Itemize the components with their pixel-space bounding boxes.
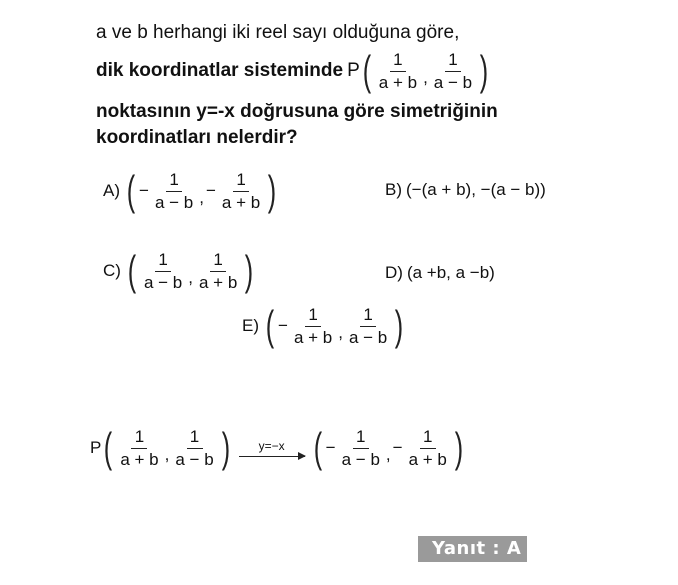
option-c-y-fraction xyxy=(196,250,240,292)
option-a xyxy=(103,167,279,215)
option-e-y-fraction xyxy=(346,305,390,347)
reflection-arrow xyxy=(239,439,305,457)
comma: , xyxy=(385,445,391,465)
option-a-label: A) xyxy=(103,181,120,201)
numerator: 1 xyxy=(353,427,369,449)
solution-point-letter: P xyxy=(90,438,102,458)
right-paren: ) xyxy=(221,424,230,472)
question-line-4: koordinatları nelerdir? xyxy=(96,127,298,148)
numerator: 1 xyxy=(420,427,436,449)
option-c-label: C) xyxy=(103,261,121,281)
left-paren: ( xyxy=(104,424,113,472)
solution-to-x-fraction xyxy=(339,427,383,469)
answer-badge: Yanıt : A xyxy=(418,536,527,562)
minus-sign: − xyxy=(325,438,336,458)
question-line-1: a ve b herhangi iki reel sayı olduğuna göre, xyxy=(96,22,460,43)
comma: , xyxy=(164,445,170,465)
option-d-text: (a +b, a −b) xyxy=(406,263,495,282)
denominator: a + b xyxy=(120,449,159,469)
point-y-numerator: 1 xyxy=(445,50,461,72)
minus-sign: − xyxy=(278,316,288,336)
solution-from-x-fraction xyxy=(117,427,161,469)
option-d-label: D) xyxy=(385,263,403,282)
option-b xyxy=(385,180,546,200)
question-line-3: noktasının y=-x doğrusuna göre simetriğinin xyxy=(96,101,498,122)
point-p xyxy=(347,47,491,95)
arrow-right-icon xyxy=(239,456,305,457)
left-paren: ( xyxy=(313,424,322,472)
solution xyxy=(90,424,466,472)
left-paren: ( xyxy=(362,47,371,95)
option-c-x-fraction xyxy=(141,250,185,292)
denominator: a − b xyxy=(341,449,380,469)
numerator: 1 xyxy=(131,427,147,449)
numerator: 1 xyxy=(166,170,182,192)
question-line-2 xyxy=(96,47,491,95)
solution-from-y-fraction xyxy=(172,427,216,469)
numerator: 1 xyxy=(305,305,321,327)
right-paren: ) xyxy=(395,302,404,350)
option-b-label: B) xyxy=(385,180,402,199)
option-a-x-fraction xyxy=(152,170,196,212)
denominator: a − b xyxy=(175,449,214,469)
numerator: 1 xyxy=(233,170,249,192)
denominator: a + b xyxy=(221,192,261,212)
point-letter: P xyxy=(347,60,360,82)
numerator: 1 xyxy=(155,250,171,272)
minus-sign: − xyxy=(139,181,149,201)
option-c xyxy=(103,247,256,295)
denominator: a − b xyxy=(348,327,388,347)
comma: , xyxy=(199,188,204,208)
numerator: 1 xyxy=(210,250,226,272)
numerator: 1 xyxy=(187,427,203,449)
solution-to-y-fraction xyxy=(406,427,450,469)
denominator: a − b xyxy=(154,192,194,212)
point-y-fraction xyxy=(431,50,475,92)
minus-sign: − xyxy=(392,438,403,458)
comma: , xyxy=(338,323,343,343)
option-e-label: E) xyxy=(242,316,259,336)
right-paren: ) xyxy=(245,247,254,295)
right-paren: ) xyxy=(454,424,464,472)
option-a-y-fraction xyxy=(219,170,263,212)
option-e-x-fraction xyxy=(291,305,335,347)
point-x-denominator: a + b xyxy=(378,72,418,92)
point-x-numerator: 1 xyxy=(390,50,406,72)
arrow-label: y=−x xyxy=(258,438,285,453)
point-y-denominator: a − b xyxy=(433,72,473,92)
left-paren: ( xyxy=(126,167,136,215)
right-paren: ) xyxy=(479,47,489,95)
denominator: a + b xyxy=(408,449,447,469)
denominator: a + b xyxy=(293,327,333,347)
numerator: 1 xyxy=(360,305,376,327)
option-d xyxy=(385,263,495,283)
denominator: a + b xyxy=(198,272,238,292)
point-x-fraction xyxy=(376,50,420,92)
left-paren: ( xyxy=(265,302,275,350)
comma: , xyxy=(188,268,193,288)
option-b-text: (−(a + b), −(a − b)) xyxy=(406,180,546,199)
question-line-2-text: dik koordinatlar sisteminde xyxy=(96,60,344,82)
left-paren: ( xyxy=(127,247,137,295)
right-paren: ) xyxy=(268,167,277,215)
comma: , xyxy=(423,68,428,88)
minus-sign: − xyxy=(205,181,216,201)
denominator: a − b xyxy=(143,272,183,292)
option-e xyxy=(242,302,406,350)
